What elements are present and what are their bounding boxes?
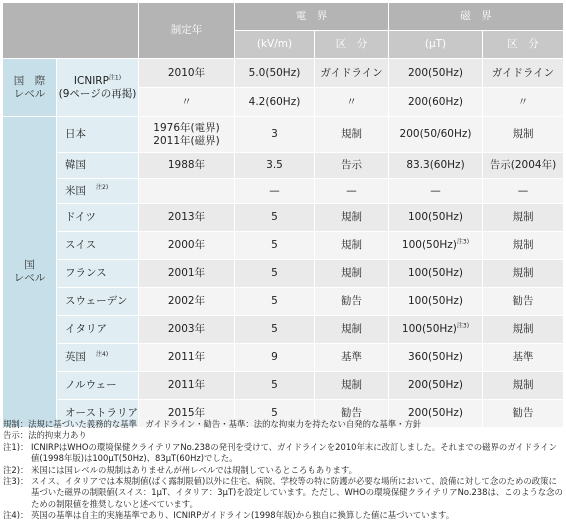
icnirp-label: ICNIRP$^{注1)}$ (9ページの再掲) <box>57 59 139 117</box>
icnirp-e-class: 〃 <box>315 88 389 117</box>
electric-class: 規制 <box>315 260 389 288</box>
electric-class: — <box>315 179 389 204</box>
electric-class: 基準 <box>315 344 389 372</box>
year-cell: 2003年 <box>139 316 235 344</box>
country-name: スウェーデン <box>57 288 139 316</box>
magnetic-value: 200(50Hz) <box>389 400 483 428</box>
notes <box>3 419 563 522</box>
year-cell: 2001年 <box>139 260 235 288</box>
magnetic-class: 規制 <box>483 372 564 400</box>
year-cell: 2002年 <box>139 288 235 316</box>
icnirp-m: 200(50Hz) <box>389 59 483 88</box>
header-e-unit: (kV/m) <box>235 31 315 59</box>
note-item: 注4)： 英国の基準は自主的実施基準であり、ICNIRPガイドライン(1998年版)から独自に換算した値に基づいています。 <box>3 510 455 521</box>
magnetic-class: 告示(2004年) <box>483 153 564 179</box>
country-name: ノルウェー <box>57 372 139 400</box>
electric-class: 規制 <box>315 316 389 344</box>
country-name: スイス <box>57 232 139 260</box>
year-cell: 2011年 <box>139 344 235 372</box>
electric-value: 5 <box>235 288 315 316</box>
note-item: 注3)： スイス、イタリアでは本規制値(ばく露制限値)以外に住宅、病院、学校等の特に防護が必要な場所において、設備に対して念のための政策に基づいた磁界の制限値(スイス：1μT、イタリア：3μT)を設定しています。ただし、WHOの環境保健クライテリアNo.238は、このような念のための制限値を推奨しないと述べています。 <box>3 476 563 509</box>
magnetic-value: 360(50Hz) <box>389 344 483 372</box>
electric-value: 5 <box>235 400 315 428</box>
magnetic-value: — <box>389 179 483 204</box>
national-rows <box>3 117 564 428</box>
header-electric: 電 界 <box>235 3 389 31</box>
icnirp-m-class: 〃 <box>483 88 564 117</box>
magnetic-class: 規制 <box>483 260 564 288</box>
table-row <box>3 372 564 400</box>
magnetic-class: 勧告 <box>483 288 564 316</box>
icnirp-e-class: ガイドライン <box>315 59 389 88</box>
electric-class: 規制 <box>315 372 389 400</box>
table-row <box>3 204 564 232</box>
electric-value: 9 <box>235 344 315 372</box>
electric-class: 規制 <box>315 232 389 260</box>
country-name: 日本 <box>57 117 139 153</box>
magnetic-value: 100(50Hz) <box>389 288 483 316</box>
electric-value: 5 <box>235 232 315 260</box>
magnetic-class: 勧告 <box>483 400 564 428</box>
table-row <box>3 344 564 372</box>
note-item: 注2)： 米国には国レベルの規制はありませんが州レベルでは規制しているところもあります。 <box>3 464 357 475</box>
header-established: 制定年 <box>139 3 235 59</box>
magnetic-value: $100(50Hz)^{注3)}$ <box>389 232 483 260</box>
electric-class: 告示 <box>315 153 389 179</box>
year-cell: 2013年 <box>139 204 235 232</box>
header-corner <box>3 3 139 59</box>
country-name: ドイツ <box>57 204 139 232</box>
magnetic-value: 83.3(60Hz) <box>389 153 483 179</box>
icnirp-m: 200(60Hz) <box>389 88 483 117</box>
table-row <box>3 179 564 204</box>
year-cell <box>139 179 235 204</box>
year-cell: 1976年(電界) 2011年(磁界) <box>139 117 235 153</box>
magnetic-value: 100(50Hz) <box>389 260 483 288</box>
magnetic-class: 規制 <box>483 204 564 232</box>
electric-value: 5 <box>235 260 315 288</box>
table-row <box>3 232 564 260</box>
magnetic-value: 100(50Hz) <box>389 204 483 232</box>
magnetic-value: 200(50Hz) <box>389 372 483 400</box>
country-name: イタリア <box>57 316 139 344</box>
electric-value: 3 <box>235 117 315 153</box>
country-name: 米国 $^{注2)}$ <box>57 179 139 204</box>
electric-class: 規制 <box>315 117 389 153</box>
header-magnetic: 磁 界 <box>389 3 564 31</box>
year-cell: 2015年 <box>139 400 235 428</box>
header-m-unit: (μT) <box>389 31 483 59</box>
table-row <box>3 153 564 179</box>
icnirp-year: 2010年 <box>139 59 235 88</box>
magnetic-value: $100(50Hz)^{注3)}$ <box>389 316 483 344</box>
icnirp-year: 〃 <box>139 88 235 117</box>
country-name: フランス <box>57 260 139 288</box>
table-row <box>3 288 564 316</box>
level-international: 国 際 レベル <box>3 59 57 117</box>
year-cell: 2011年 <box>139 372 235 400</box>
icnirp-m-class: ガイドライン <box>483 59 564 88</box>
note-list <box>3 442 563 522</box>
icnirp-e: 5.0(50Hz) <box>235 59 315 88</box>
country-name: 韓国 <box>57 153 139 179</box>
icnirp-e: 4.2(60Hz) <box>235 88 315 117</box>
level-national: 国 レベル <box>3 117 57 428</box>
table-row <box>3 260 564 288</box>
standards-table <box>2 2 564 428</box>
country-name: オーストラリア <box>57 400 139 428</box>
electric-class: 勧告 <box>315 288 389 316</box>
header-m-class: 区 分 <box>483 31 564 59</box>
electric-value: 5 <box>235 316 315 344</box>
table-row <box>3 117 564 153</box>
electric-value: 5 <box>235 204 315 232</box>
electric-value: 3.5 <box>235 153 315 179</box>
magnetic-value: 200(50/60Hz) <box>389 117 483 153</box>
magnetic-class: 規制 <box>483 316 564 344</box>
year-cell: 2000年 <box>139 232 235 260</box>
electric-class: 勧告 <box>315 400 389 428</box>
magnetic-class: 規制 <box>483 232 564 260</box>
magnetic-class: 規制 <box>483 117 564 153</box>
note-definition: 告示：法的拘束力あり <box>3 430 87 441</box>
note-item: 注1)： ICNIRPはWHOの環境保健クライテリアNo.238の発刊を受けて、ガイドラインを2010年末に改訂しました。それまでの磁界のガイドライン値(1998年版)は100μT(50Hz)、83μT(60Hz)でした。 <box>3 441 557 464</box>
electric-value: — <box>235 179 315 204</box>
electric-class: 規制 <box>315 204 389 232</box>
year-cell: 1988年 <box>139 153 235 179</box>
table-row <box>3 316 564 344</box>
header-e-class: 区 分 <box>315 31 389 59</box>
magnetic-class: — <box>483 179 564 204</box>
magnetic-class: 基準 <box>483 344 564 372</box>
country-name: 英国 $^{注4)}$ <box>57 344 139 372</box>
electric-value: 5 <box>235 372 315 400</box>
note-definition: 規制：法規に基づいた義務的な基準 ガイドライン・勧告・基準：法的な拘束力を持たない自発的な基準・方針 <box>3 419 422 429</box>
